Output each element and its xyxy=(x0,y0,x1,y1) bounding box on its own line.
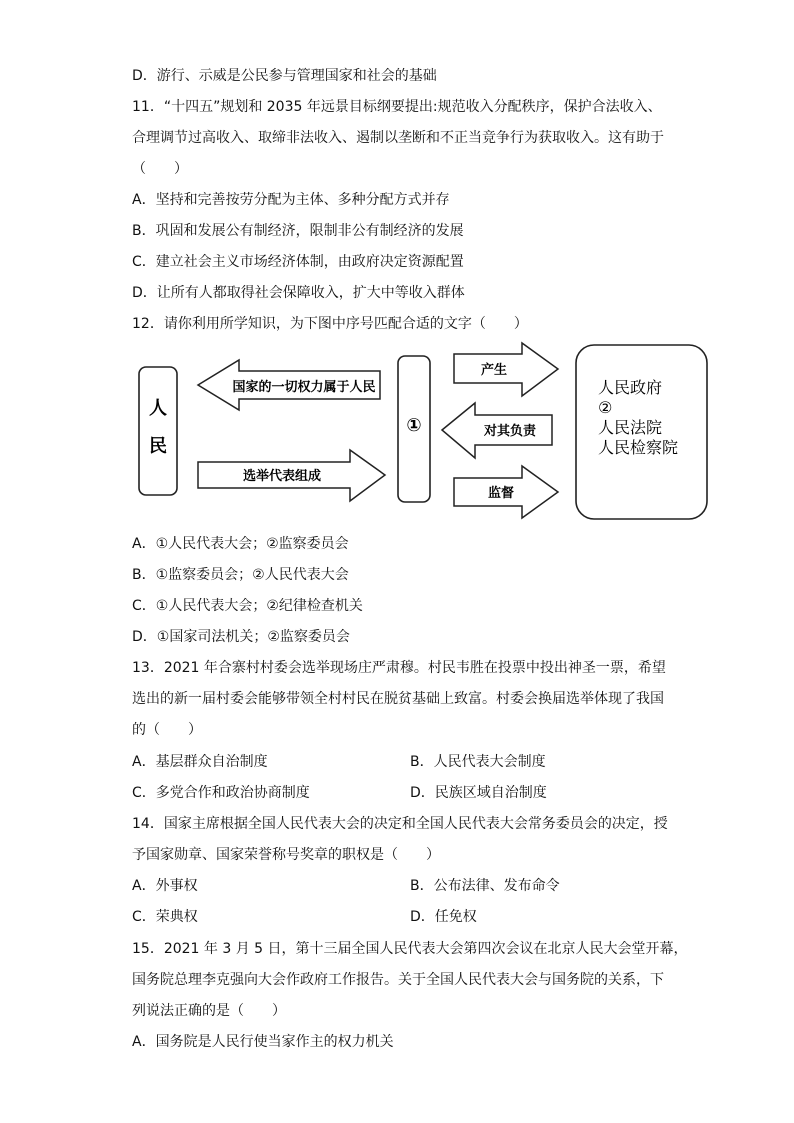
organ-court: 人民法院 xyxy=(598,418,663,437)
option-d: D．民族区域自治制度 xyxy=(410,785,547,801)
option-a: A．国务院是人民行使当家作主的权力机关 xyxy=(132,1034,394,1050)
option-b: B．公布法律、发布命令 xyxy=(410,878,560,894)
option-a: A．基层群众自治制度 xyxy=(132,754,268,770)
arrow-produce-label: 产生 xyxy=(480,363,508,378)
option-b: B．①监察委员会；②人民代表大会 xyxy=(132,567,349,583)
question-15-stem: 列说法正确的是（ ） xyxy=(132,1003,286,1019)
center-label: ① xyxy=(406,415,422,436)
question-11-stem: 11．“十四五”规划和 2035 年远景目标纲要提出:规范收入分配秩序，保护合法收入、 xyxy=(132,99,662,115)
option-d: D．任免权 xyxy=(410,909,477,925)
question-13-stem: 的（ ） xyxy=(132,722,202,738)
option-b: B．人民代表大会制度 xyxy=(410,754,546,770)
option-d: D．让所有人都取得社会保障收入，扩大中等收入群体 xyxy=(132,285,465,301)
question-12-stem: 12．请你利用所学知识，为下图中序号匹配合适的文字（ ） xyxy=(132,316,528,332)
arrow-responsible-label: 对其负责 xyxy=(483,424,537,439)
option-c: C．建立社会主义市场经济体制，由政府决定资源配置 xyxy=(132,254,464,270)
question-15-stem: 国务院总理李克强向大会作政府工作报告。关于全国人民代表大会与国务院的关系，下 xyxy=(132,972,664,988)
option-d: D．①国家司法机关；②监察委员会 xyxy=(132,629,350,645)
question-13-stem: 13．2021 年合寨村村委会选举现场庄严肃穆。村民韦胜在投票中投出神圣一票，希望 xyxy=(132,660,666,676)
organ-government: 人民政府 xyxy=(598,378,663,397)
question-13-stem: 选出的新一届村委会能够带领全村村民在脱贫基础上致富。村委会换届选举体现了我国 xyxy=(132,691,664,707)
people-box xyxy=(139,367,177,495)
question-14-stem: 14．国家主席根据全国人民代表大会的决定和全国人民代表大会常务委员会的决定，授 xyxy=(132,816,668,832)
state-organs-diagram xyxy=(132,340,712,526)
organ-procuratorate: 人民检察院 xyxy=(598,438,679,457)
question-11-stem: 合理调节过高收入、取缔非法收入、遏制以垄断和不正当竞争行为获取收入。这有助于 xyxy=(132,130,664,146)
option-a: A．坚持和完善按劳分配为主体、多种分配方式并存 xyxy=(132,192,450,208)
people-label-1: 人 xyxy=(149,398,167,419)
arrow-elect-label: 选举代表组成 xyxy=(242,469,322,484)
option-a: A．①人民代表大会；②监察委员会 xyxy=(132,536,349,552)
option-a: A．外事权 xyxy=(132,878,198,894)
option-c: C．荣典权 xyxy=(132,909,198,925)
question-15-stem: 15．2021 年 3 月 5 日，第十三届全国人民代表大会第四次会议在北京人民大会堂开幕， xyxy=(132,941,688,957)
arrow-supervise-label: 监督 xyxy=(487,486,515,501)
option-b: B．巩固和发展公有制经济，限制非公有制经济的发展 xyxy=(132,223,464,239)
people-label-2: 民 xyxy=(149,436,167,457)
text-line: D．游行、示威是公民参与管理国家和社会的基础 xyxy=(132,68,437,84)
option-c: C．多党合作和政治协商制度 xyxy=(132,785,310,801)
question-14-stem: 予国家勋章、国家荣誉称号奖章的职权是（ ） xyxy=(132,847,440,863)
option-c: C．①人民代表大会；②纪律检查机关 xyxy=(132,598,363,614)
organ-blank-2: ② xyxy=(598,398,613,417)
arrow-power-label: 国家的一切权力属于人民 xyxy=(232,380,376,395)
question-11-blank: （ ） xyxy=(132,161,188,177)
